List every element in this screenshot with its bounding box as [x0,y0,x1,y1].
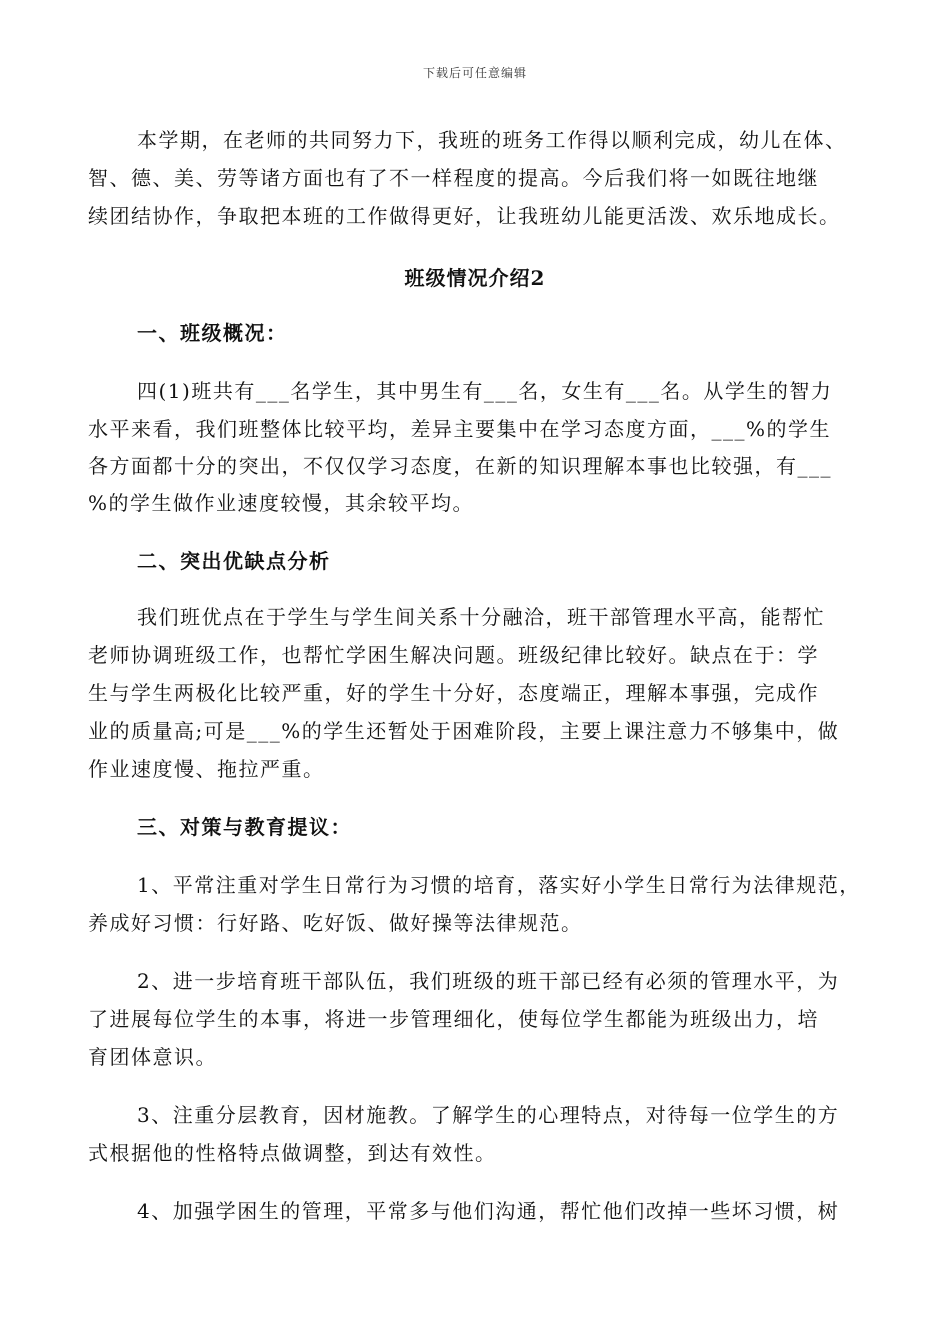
section2-line-5: 作业速度慢、拖拉严重。 [88,757,325,781]
section-title: 班级情况介绍2 [404,266,546,290]
section3-heading: 三、对策与教育提议： [137,815,352,839]
section1-line-1: 四(1)班共有___名学生，其中男生有___名，女生有___名。从学生的智力 [137,379,833,403]
section3-item2-line-3: 育团体意识。 [88,1045,217,1069]
section2-line-4: 业的质量高;可是___%的学生还暂处于困难阶段，主要上课注意力不够集中，做 [88,719,840,743]
section1-line-3: 各方面都十分的突出，不仅仅学习态度，在新的知识理解本事也比较强，有___ [88,454,832,478]
section3-item1-line-2: 养成好习惯：行好路、吃好饭、做好操等法律规范。 [88,911,583,935]
section3-item3-line-2: 式根据他的性格特点做调整，到达有效性。 [88,1141,497,1165]
section2-line-1: 我们班优点在于学生与学生间关系十分融洽，班干部管理水平高，能帮忙 [137,605,825,629]
section2-line-2: 老师协调班级工作，也帮忙学困生解决问题。班级纪律比较好。缺点在于：学 [88,643,819,667]
section3-item3-line-1: 3、注重分层教育，因材施教。了解学生的心理特点，对待每一位学生的方 [137,1103,840,1127]
intro-line-3: 续团结协作，争取把本班的工作做得更好，让我班幼儿能更活泼、欢乐地成长。 [88,204,841,228]
section3-item4-line-1: 4、加强学困生的管理，平常多与他们沟通，帮忙他们改掉一些坏习惯，树 [137,1199,840,1223]
page-header: 下载后可任意编辑 [422,66,527,80]
intro-line-1: 本学期，在老师的共同努力下，我班的班务工作得以顺利完成，幼儿在体、 [137,128,847,152]
section2-line-3: 生与学生两极化比较严重，好的学生十分好，态度端正，理解本事强，完成作 [88,681,819,705]
section2-heading: 二、突出优缺点分析 [137,549,331,573]
intro-line-2: 智、德、美、劳等诸方面也有了不一样程度的提高。今后我们将一如既往地继 [88,166,819,190]
section3-item2-line-2: 了进展每位学生的本事，将进一步管理细化，使每位学生都能为班级出力，培 [88,1007,819,1031]
section1-line-4: %的学生做作业速度较慢，其余较平均。 [88,491,475,515]
section1-heading: 一、班级概况： [137,321,288,345]
section3-item2-line-1: 2、进一步培育班干部队伍，我们班级的班干部已经有必须的管理水平，为 [137,969,840,993]
section3-item1-line-1: 1、平常注重对学生日常行为习惯的培育，落实好小学生日常行为法律规范， [137,873,861,897]
section1-line-2: 水平来看，我们班整体比较平均，差异主要集中在学习态度方面，___%的学生 [88,417,832,441]
